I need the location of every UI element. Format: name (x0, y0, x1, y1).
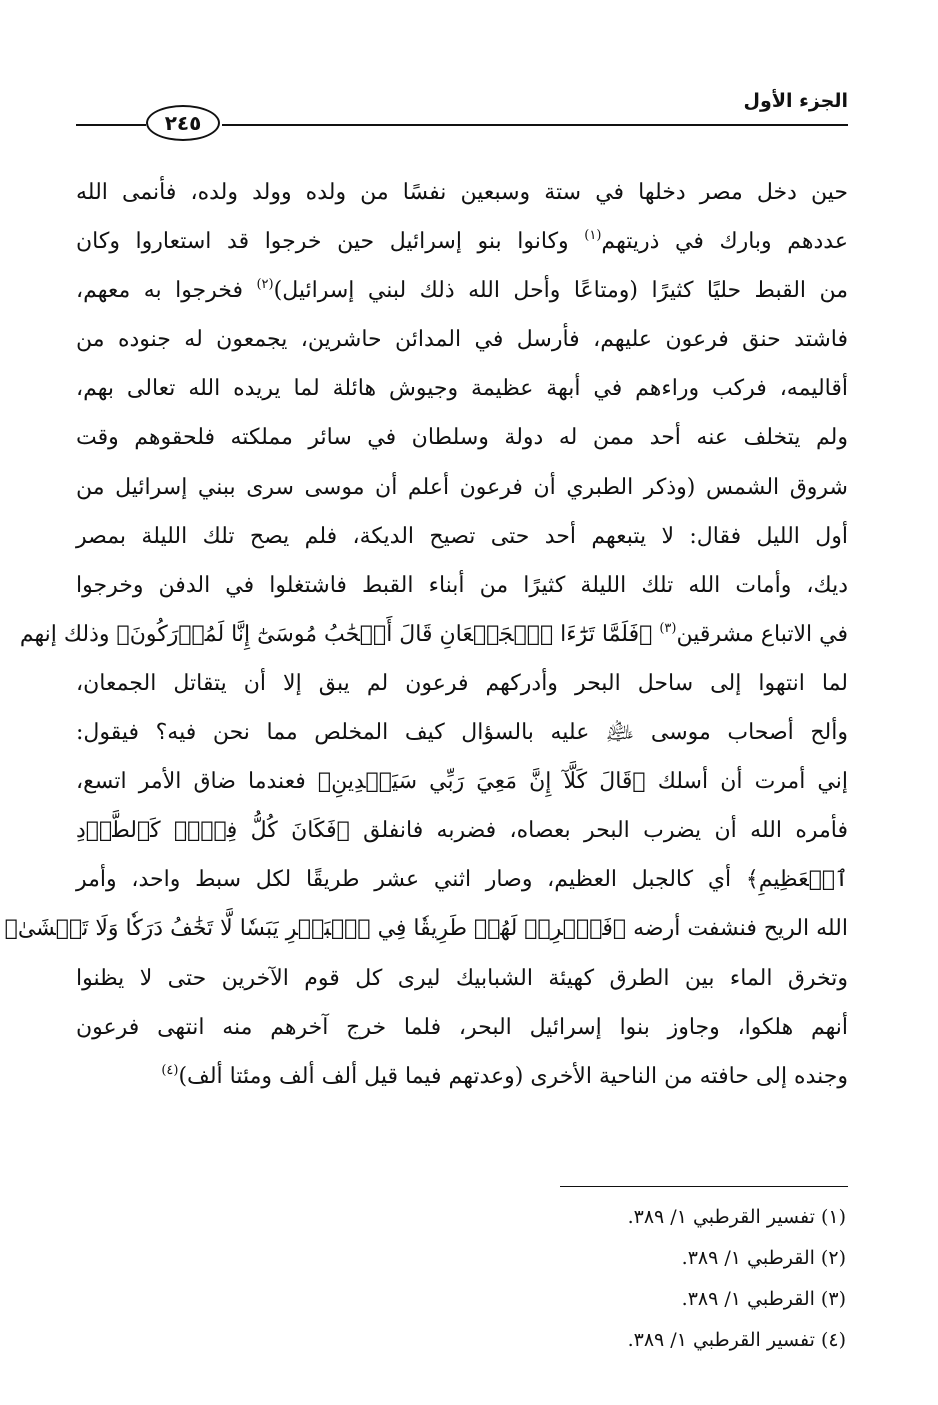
text-line: ديك، وأمات الله تلك الليلة كثيرًا من أبناء القبط فاشتغلوا في الدفن وخرجوا (76, 572, 848, 598)
text-segment: من القبط حليًا كثيرًا (ومتاعًا وأحل الله ذلك لبني إسرائيل) (273, 278, 848, 304)
text-line: الله الريح فنشفت أرضه ﴿فَٱضۡرِبۡ لَهُمۡ طَرِيقٗا فِي ٱلۡبَحۡرِ يَبَسٗا لَّا تَخَٰفُ دَرَكٗا وَلَا تَخۡشَىٰ﴾ (4, 916, 848, 942)
text-line: ولم يتخلف عنه أحد ممن له دولة وسلطان في سائر مملكته فلحقوهم وقت (76, 425, 848, 451)
text-line: وتخرق الماء بين الطرق كهيئة الشبابيك ليرى كل قوم الآخرين حتى لا يظنوا (76, 965, 848, 991)
text-line: فاشتد حنق فرعون عليهم، فأرسل في المدائن حاشرين، يجمعون له جنوده من (76, 327, 849, 353)
text-segment: وذلك إنهم (19, 621, 110, 647)
text-line: أول الليل فقال: لا يتبعهم أحد حتى تصيح الديكة، فلم يصح تلك الليلة بمصر (76, 523, 848, 549)
header-rule (222, 124, 848, 126)
text-segment: وكانوا بنو إسرائيل حين خرجوا قد استعاروا وكان (76, 229, 569, 255)
text-line: فأمره الله أن يضرب البحر بعصاه، فضربه فانفلق ﴿فَكَانَ كُلُّ فِرۡقٖ كَٱلطَّوۡدِ (76, 818, 848, 844)
text-line: ٱلۡعَظِيمِ﴾ أي كالجبل العظيم، وصار اثني عشر طريقًا لكل سبط واحد، وأمر (76, 867, 848, 893)
page-number: ٢٤٥ (164, 111, 202, 135)
text-line: وألح أصحاب موسى ﵇ عليه بالسؤال كيف المخلص مما نحن فيه؟ فيقول: (76, 720, 848, 746)
text-line (19, 610, 848, 659)
footnote: (٢) القرطبي ١/ ٣٨٩. (681, 1247, 846, 1269)
running-header-title: الجزء الأول (743, 90, 848, 112)
text-line (76, 1052, 848, 1101)
text-segment: وجنده إلى حافته من الناحية الأخرى (وعدتهم فيما قيل ألف ألف ومئتا ألف) (178, 1063, 848, 1089)
text-line: شروق الشمس (وذكر الطبري أن فرعون أعلم أن موسى سرى ببني إسرائيل من (76, 474, 848, 500)
text-segment: عددهم وبارك في ذريتهم (601, 229, 848, 255)
footnotes (246, 1197, 846, 1361)
footnote: (٣) القرطبي ١/ ٣٨٩. (681, 1288, 846, 1310)
text-line: إني أمرت أن أسلك ﴿قَالَ كَلَّآ إِنَّ مَعِيَ رَبِّي سَيَهۡدِينِ﴾ فعندما ضاق الأمر اتسع، (76, 769, 848, 795)
page-number-badge (146, 105, 220, 141)
quran-verse: ﴿فَلَمَّا تَرَٰٓءَا ٱلۡجَمۡعَانِ قَالَ أَصۡحَٰبُ مُوسَىٰٓ إِنَّا لَمُدۡرَكُونَ﴾ (116, 621, 653, 647)
text-line: حين دخل مصر دخلها في ستة وسبعين نفسًا من ولده وولد ولده، فأنمى الله (76, 180, 848, 205)
footnote-separator (560, 1186, 848, 1187)
footnote-ref: (١) (584, 228, 602, 244)
footnote-ref: (٤) (161, 1062, 179, 1078)
text-line: أنهم هلكوا، وجاوز بنوا إسرائيل البحر، فلما خرج آخرهم منه انتهى فرعون (76, 1014, 848, 1040)
footnote-ref: (٢) (256, 277, 274, 293)
footnote-ref: (٣) (659, 620, 677, 636)
text-segment: في الاتباع مشرقين (676, 621, 848, 647)
text-line (76, 266, 848, 315)
footnote: (١) تفسير القرطبي ١/ ٣٨٩. (627, 1206, 846, 1228)
text-line (76, 217, 848, 266)
header-rule-left (76, 124, 146, 126)
footnote: (٤) تفسير القرطبي ١/ ٣٨٩. (627, 1329, 846, 1351)
main-text (4, 168, 849, 1101)
text-segment: فخرجوا به معهم، (76, 278, 244, 304)
text-line: أقاليمه، فركب وراءهم في أبهة عظيمة وجيوش هائلة لما يريده الله تعالى بهم، (76, 376, 848, 402)
text-line: لما انتهوا إلى ساحل البحر وأدركهم فرعون لم يبق إلا أن يتقاتل الجمعان، (76, 670, 848, 696)
